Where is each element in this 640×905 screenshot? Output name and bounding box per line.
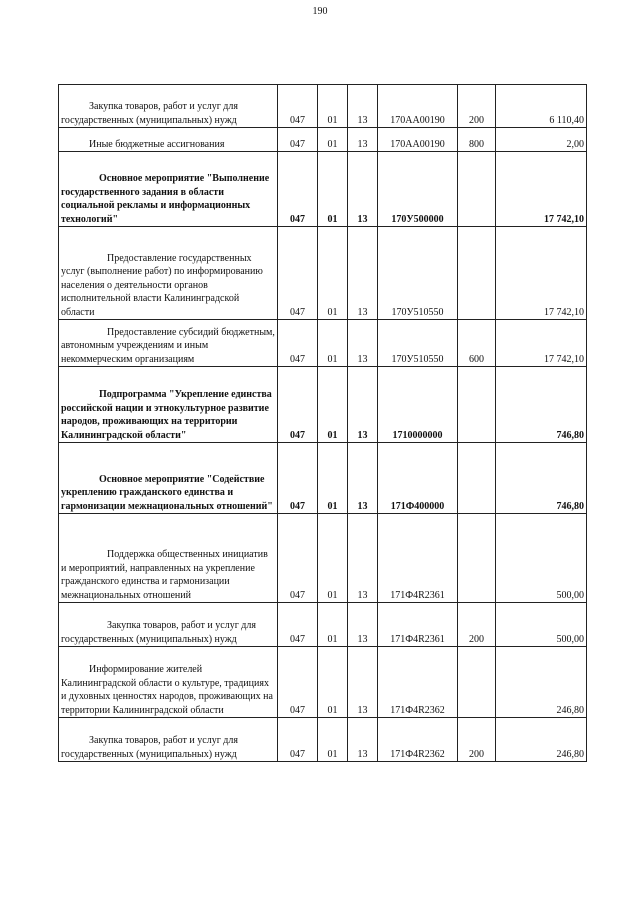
amount-cell xyxy=(496,647,587,718)
subsection-code: 13 xyxy=(357,429,368,441)
row-name: Закупка товаров, работ и услуг для государственных (муниципальных) нужд xyxy=(61,735,238,760)
section-code: 01 xyxy=(327,704,338,716)
admin-code: 047 xyxy=(290,748,305,760)
row-name-cell xyxy=(59,227,278,320)
expense-type: 200 xyxy=(469,748,484,760)
admin-code-cell xyxy=(278,443,318,514)
admin-code-cell xyxy=(278,647,318,718)
table-row xyxy=(59,367,587,443)
row-name: Закупка товаров, работ и услуг для государственных (муниципальных) нужд xyxy=(61,620,256,645)
target-article-cell xyxy=(378,514,458,603)
expense-type: 600 xyxy=(469,353,484,365)
subsection-code: 13 xyxy=(357,748,368,760)
row-name-cell xyxy=(59,514,278,603)
row-name: Предоставление субсидий бюджетным, автономным учреждениям и иным некоммерческим организациям xyxy=(61,326,275,365)
target-article: 170АА00190 xyxy=(390,138,445,150)
section-code-cell xyxy=(318,85,348,128)
amount: 746,80 xyxy=(556,500,584,512)
table-row xyxy=(59,647,587,718)
target-article-cell xyxy=(378,443,458,514)
target-article-cell xyxy=(378,320,458,367)
amount: 2,00 xyxy=(566,138,584,150)
table-row xyxy=(59,85,587,128)
section-code: 01 xyxy=(327,589,338,601)
row-name-cell xyxy=(59,647,278,718)
amount-cell xyxy=(496,85,587,128)
section-code-cell xyxy=(318,227,348,320)
admin-code: 047 xyxy=(290,500,305,512)
subsection-code: 13 xyxy=(357,114,368,126)
table-body xyxy=(59,85,587,762)
admin-code-cell xyxy=(278,320,318,367)
target-article-cell xyxy=(378,85,458,128)
target-article: 1710000000 xyxy=(392,429,443,441)
expense-type-cell xyxy=(458,128,496,152)
amount: 500,00 xyxy=(556,633,584,645)
section-code: 01 xyxy=(327,114,338,126)
admin-code-cell xyxy=(278,718,318,762)
expense-type-cell xyxy=(458,603,496,647)
row-name: Основное мероприятие "Содействие укреплению гражданского единства и гармонизации межнациональных отношений" xyxy=(61,473,273,512)
budget-table xyxy=(58,84,587,762)
amount-cell xyxy=(496,514,587,603)
subsection-code: 13 xyxy=(357,589,368,601)
row-name-cell xyxy=(59,85,278,128)
table-row xyxy=(59,443,587,514)
expense-type-cell xyxy=(458,443,496,514)
admin-code: 047 xyxy=(290,213,305,225)
section-code-cell xyxy=(318,367,348,443)
row-name: Информирование жителей Калининградской области о культуре, традициях и духовных ценностях народов, проживающих на территории Калининградской области xyxy=(61,664,273,716)
amount-cell xyxy=(496,367,587,443)
subsection-code-cell xyxy=(348,647,378,718)
table-row xyxy=(59,320,587,367)
section-code: 01 xyxy=(327,353,338,365)
admin-code: 047 xyxy=(290,353,305,365)
admin-code-cell xyxy=(278,85,318,128)
target-article: 171Ф400000 xyxy=(390,500,445,512)
subsection-code-cell xyxy=(348,718,378,762)
subsection-code: 13 xyxy=(357,633,368,645)
subsection-code: 13 xyxy=(357,213,368,225)
amount: 17 742,10 xyxy=(544,306,584,318)
table-row xyxy=(59,603,587,647)
subsection-code: 13 xyxy=(357,500,368,512)
amount-cell xyxy=(496,152,587,227)
amount-cell xyxy=(496,320,587,367)
expense-type: 800 xyxy=(469,138,484,150)
target-article-cell xyxy=(378,603,458,647)
section-code: 01 xyxy=(327,633,338,645)
expense-type-cell xyxy=(458,152,496,227)
amount: 746,80 xyxy=(556,429,584,441)
admin-code: 047 xyxy=(290,429,305,441)
expense-type-cell xyxy=(458,320,496,367)
target-article: 170У500000 xyxy=(391,213,444,225)
expense-type-cell xyxy=(458,514,496,603)
target-article-cell xyxy=(378,227,458,320)
subsection-code-cell xyxy=(348,367,378,443)
section-code-cell xyxy=(318,320,348,367)
amount: 17 742,10 xyxy=(544,213,584,225)
table-row xyxy=(59,128,587,152)
subsection-code-cell xyxy=(348,443,378,514)
subsection-code: 13 xyxy=(357,353,368,365)
admin-code-cell xyxy=(278,514,318,603)
row-name-cell xyxy=(59,320,278,367)
amount: 6 110,40 xyxy=(549,114,584,126)
amount-cell xyxy=(496,603,587,647)
expense-type: 200 xyxy=(469,114,484,126)
section-code: 01 xyxy=(327,213,338,225)
subsection-code: 13 xyxy=(357,704,368,716)
subsection-code-cell xyxy=(348,85,378,128)
section-code: 01 xyxy=(327,748,338,760)
expense-type: 200 xyxy=(469,633,484,645)
subsection-code: 13 xyxy=(357,138,368,150)
amount: 246,80 xyxy=(556,704,584,716)
subsection-code-cell xyxy=(348,227,378,320)
expense-type-cell xyxy=(458,85,496,128)
row-name: Подпрограмма "Укрепление единства российской нации и этнокультурное развитие народов, проживающих на территории Калининградской области" xyxy=(61,389,272,441)
target-article-cell xyxy=(378,367,458,443)
row-name: Предоставление государственных услуг (выполнение работ) по информированию населения о деятельности органов исполнительной власти Калининградской области xyxy=(61,252,263,318)
row-name-cell xyxy=(59,718,278,762)
subsection-code-cell xyxy=(348,514,378,603)
target-article-cell xyxy=(378,718,458,762)
target-article: 171Ф4R2362 xyxy=(390,748,445,760)
expense-type-cell xyxy=(458,367,496,443)
section-code: 01 xyxy=(327,138,338,150)
table-row xyxy=(59,152,587,227)
admin-code-cell xyxy=(278,227,318,320)
amount: 500,00 xyxy=(556,589,584,601)
row-name-cell xyxy=(59,367,278,443)
admin-code: 047 xyxy=(290,704,305,716)
target-article: 170АА00190 xyxy=(390,114,445,126)
row-name-cell xyxy=(59,128,278,152)
admin-code: 047 xyxy=(290,306,305,318)
section-code-cell xyxy=(318,647,348,718)
row-name-cell xyxy=(59,603,278,647)
section-code-cell xyxy=(318,152,348,227)
subsection-code-cell xyxy=(348,128,378,152)
target-article-cell xyxy=(378,128,458,152)
section-code-cell xyxy=(318,718,348,762)
expense-type-cell xyxy=(458,718,496,762)
amount-cell xyxy=(496,718,587,762)
row-name: Основное мероприятие "Выполнение государственного задания в области социальной рекламы и информационных технологий" xyxy=(61,173,270,225)
subsection-code: 13 xyxy=(357,306,368,318)
row-name: Закупка товаров, работ и услуг для государственных (муниципальных) нужд xyxy=(61,101,238,126)
amount-cell xyxy=(496,443,587,514)
admin-code: 047 xyxy=(290,114,305,126)
admin-code-cell xyxy=(278,152,318,227)
section-code: 01 xyxy=(327,306,338,318)
page-number: 190 xyxy=(312,6,328,17)
target-article: 170У510550 xyxy=(391,306,444,318)
amount-cell xyxy=(496,128,587,152)
target-article: 170У510550 xyxy=(391,353,444,365)
expense-type-cell xyxy=(458,227,496,320)
section-code-cell xyxy=(318,514,348,603)
section-code-cell xyxy=(318,443,348,514)
table-row xyxy=(59,227,587,320)
amount: 17 742,10 xyxy=(544,353,584,365)
admin-code-cell xyxy=(278,603,318,647)
expense-type-cell xyxy=(458,647,496,718)
table-row xyxy=(59,514,587,603)
admin-code: 047 xyxy=(290,589,305,601)
target-article: 171Ф4R2361 xyxy=(390,589,445,601)
row-name-cell xyxy=(59,443,278,514)
subsection-code-cell xyxy=(348,320,378,367)
amount-cell xyxy=(496,227,587,320)
section-code: 01 xyxy=(327,500,338,512)
table-row xyxy=(59,718,587,762)
subsection-code-cell xyxy=(348,152,378,227)
amount: 246,80 xyxy=(556,748,584,760)
subsection-code-cell xyxy=(348,603,378,647)
row-name: Иные бюджетные ассигнования xyxy=(89,138,225,150)
section-code-cell xyxy=(318,603,348,647)
target-article-cell xyxy=(378,152,458,227)
target-article-cell xyxy=(378,647,458,718)
admin-code: 047 xyxy=(290,138,305,150)
row-name: Поддержка общественных инициатив и мероприятий, направленных на укрепление гражданского единства и гармонизации межнациональных отношений xyxy=(61,549,268,601)
target-article: 171Ф4R2362 xyxy=(390,704,445,716)
section-code-cell xyxy=(318,128,348,152)
admin-code: 047 xyxy=(290,633,305,645)
section-code: 01 xyxy=(327,429,338,441)
admin-code-cell xyxy=(278,128,318,152)
admin-code-cell xyxy=(278,367,318,443)
target-article: 171Ф4R2361 xyxy=(390,633,445,645)
row-name-cell xyxy=(59,152,278,227)
